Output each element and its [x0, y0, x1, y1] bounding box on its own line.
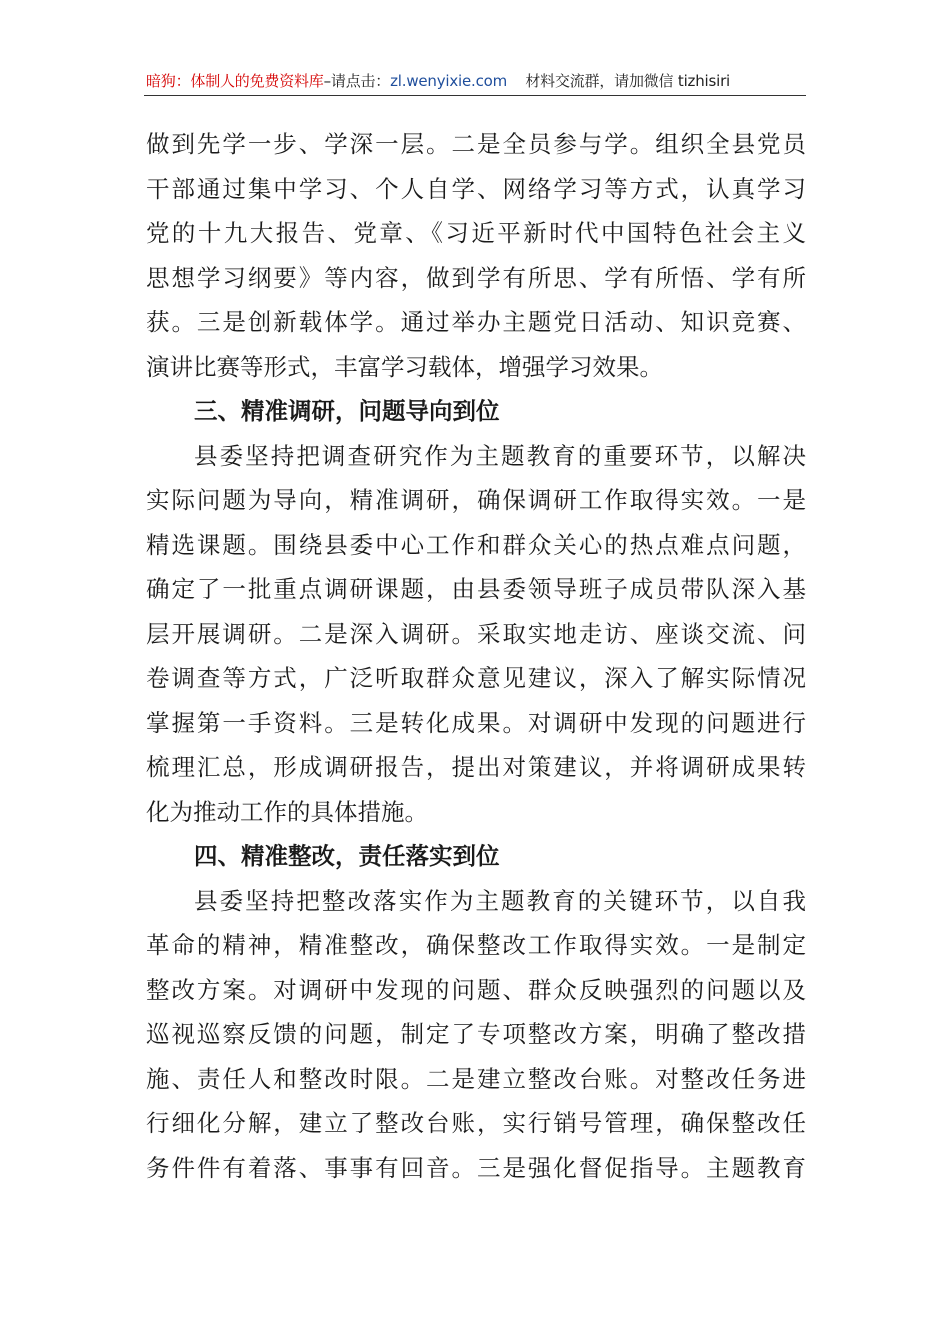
- paragraph-line: 掌握第一手资料。三是转化成果。对调研中发现的问题进行: [146, 708, 806, 737]
- paragraph-line: 演讲比赛等形式，丰富学习载体，增强学习效果。: [146, 352, 663, 381]
- paragraph-line: 党的十九大报告、党章、《习近平新时代中国特色社会主义: [146, 219, 806, 247]
- paragraph-line: 精选课题。围绕县委中心工作和群众关心的热点难点问题，: [146, 530, 806, 559]
- paragraph-line: 整改方案。对调研中发现的问题、群众反映强烈的问题以及: [146, 975, 806, 1004]
- paragraph-line: 巡视巡察反馈的问题，制定了专项整改方案，明确了整改措: [146, 1020, 806, 1048]
- header-spacer: [507, 72, 525, 90]
- section-4-paragraph: [146, 879, 806, 1191]
- paragraph-line: 梳理汇总，形成调研报告，提出对策建议，并将调研成果转: [146, 753, 806, 781]
- paragraph-line: 层开展调研。二是深入调研。采取实地走访、座谈交流、问: [146, 619, 806, 648]
- paragraph-line: 做到先学一步、学深一层。二是全员参与学。组织全县党员: [146, 130, 806, 158]
- paragraph-line: 实际问题为导向，精准调研，确保调研工作取得实效。一是: [146, 486, 806, 514]
- paragraph-line: 卷调查等方式，广泛听取群众意见建议，深入了解实际情况: [146, 664, 806, 692]
- section-4-heading: 四、精准整改，责任落实到位: [194, 842, 500, 870]
- paragraph-line: 干部通过集中学习、个人自学、网络学习等方式，认真学习: [146, 174, 806, 203]
- paragraph-line: 县委坚持把调查研究作为主题教育的重要环节，以解决: [194, 441, 806, 470]
- header-url-link[interactable]: zl.wenyixie.com: [390, 72, 508, 90]
- paragraph-line: 思想学习纲要》等内容，做到学有所思、学有所悟、学有所: [146, 263, 806, 292]
- document-body: [146, 122, 806, 1190]
- paragraph-line: 革命的精神，精准整改，确保整改工作取得实效。一是制定: [146, 931, 806, 959]
- paragraph-line: 行细化分解，建立了整改台账，实行销号管理，确保整改任: [146, 1109, 806, 1137]
- paragraph-line: 施、责任人和整改时限。二是建立整改台账。对整改任务进: [146, 1064, 806, 1093]
- section-3-heading: 三、精准调研，问题导向到位: [194, 397, 500, 425]
- header-click-prompt: –请点击：: [323, 72, 391, 90]
- header-site-name: 暗狗：体制人的免费资料库: [146, 72, 324, 90]
- paragraph-1: [146, 122, 806, 389]
- paragraph-line: 获。三是创新载体学。通过举办主题党日活动、知识竞赛、: [146, 308, 806, 336]
- paragraph-line: 化为推动工作的具体措施。: [146, 797, 428, 826]
- page-header: [146, 70, 806, 96]
- paragraph-line: 县委坚持把整改落实作为主题教育的关键环节，以自我: [194, 886, 806, 915]
- header-wechat-note: 材料交流群，请加微信 tizhisiri: [525, 72, 731, 90]
- paragraph-line: 务件件有着落、事事有回音。三是强化督促指导。主题教育: [146, 1153, 806, 1182]
- header-divider: [144, 95, 806, 96]
- paragraph-line: 确定了一批重点调研课题，由县委领导班子成员带队深入基: [146, 575, 806, 603]
- section-3-paragraph: [146, 434, 806, 835]
